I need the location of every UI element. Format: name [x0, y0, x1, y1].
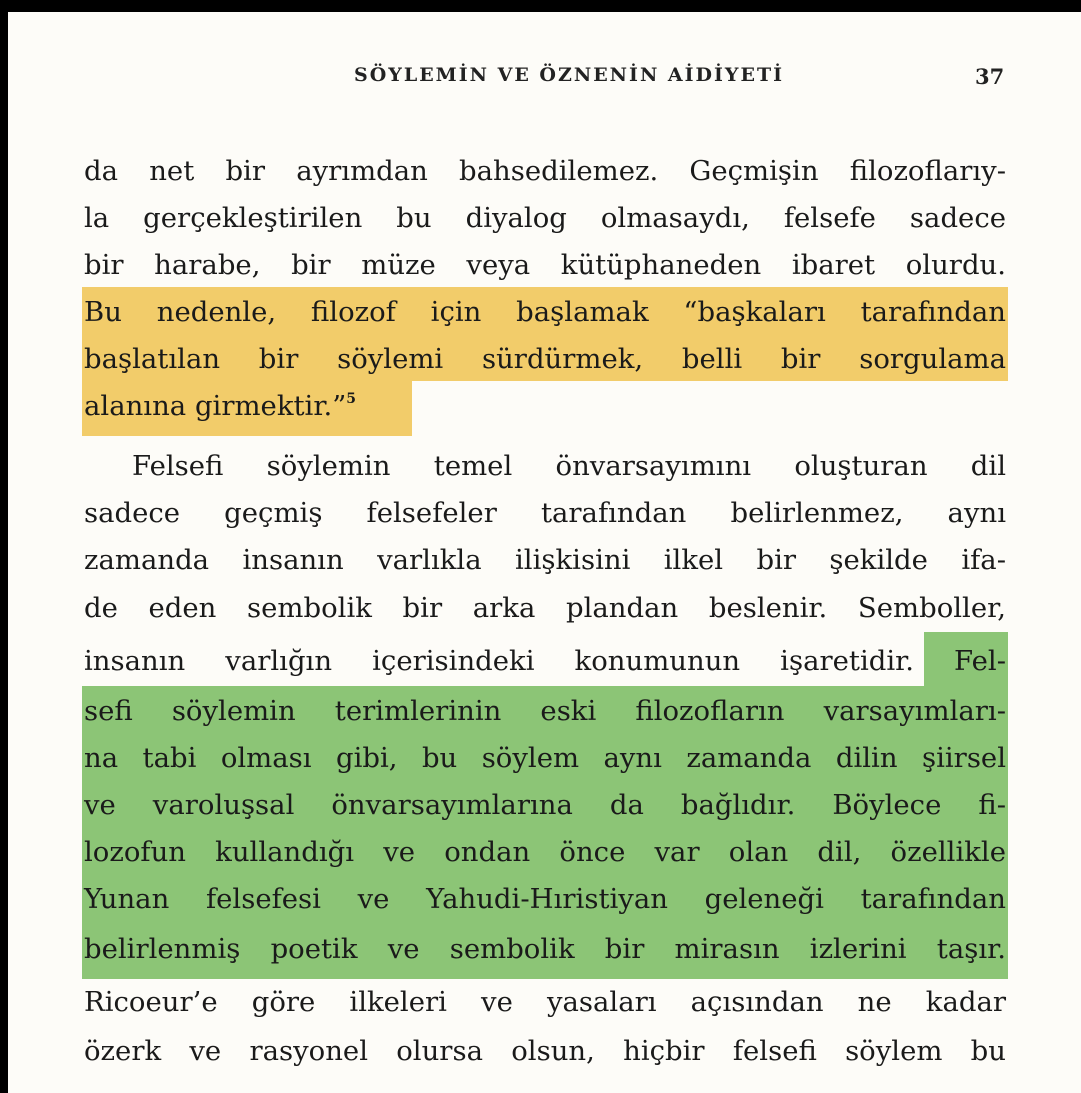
- text-line: özerk ve rasyonel olursa olsun, hiçbir felsefi söylem bu: [84, 1035, 1006, 1067]
- text-line: lozofun kullandığı ve ondan önce var olan dil, özellikle: [84, 836, 1006, 868]
- running-title: SÖYLEMİN VE ÖZNENİN AİDİYETİ: [354, 64, 784, 86]
- paragraph-first-line: Felsefi söylemin temel önvarsayımını oluşturan dil: [132, 450, 1006, 482]
- text-line: ve varoluşsal önvarsayımlarına da bağlıdır. Böylece fi-: [84, 789, 1006, 821]
- text-line: sefi söylemin terimlerinin eski filozofların varsayımları-: [84, 695, 1006, 727]
- text-line: la gerçekleştirilen bu diyalog olmasaydı, felsefe sadece: [84, 202, 1006, 234]
- footnote-reference: 5: [346, 391, 357, 407]
- page-number: 37: [975, 64, 1005, 89]
- text-line: zamanda insanın varlıkla ilişkisini ilkel bir şekilde ifa-: [84, 544, 1006, 576]
- text-line-content: alanına girmektir.”: [84, 390, 347, 422]
- text-line: Bu nedenle, filozof için başlamak “başkaları tarafından: [84, 296, 1006, 328]
- text-line: başlatılan bir söylemi sürdürmek, belli bir sorgulama: [84, 343, 1006, 375]
- text-line: insanın varlığın içerisindeki konumunun işaretidir. Fel-: [84, 645, 1006, 677]
- book-page: [8, 12, 1081, 1093]
- text-line: na tabi olması gibi, bu söylem aynı zamanda dilin şiirsel: [84, 742, 1006, 774]
- text-line: bir harabe, bir müze veya kütüphaneden ibaret olurdu.: [84, 249, 1006, 281]
- text-line: Ricoeur’e göre ilkeleri ve yasaları açısından ne kadar: [84, 986, 1006, 1018]
- text-line: sadece geçmiş felsefeler tarafından belirlenmez, aynı: [84, 497, 1006, 529]
- text-line: da net bir ayrımdan bahsedilemez. Geçmişin filozoflarıy-: [84, 155, 1006, 187]
- text-line: Yunan felsefesi ve Yahudi-Hıristiyan geleneği tarafından: [84, 883, 1006, 915]
- text-line: de eden sembolik bir arka plandan beslenir. Semboller,: [84, 592, 1006, 624]
- text-line-with-footnote: [84, 383, 1006, 429]
- text-line: belirlenmiş poetik ve sembolik bir mirasın izlerini taşır.: [84, 933, 1006, 965]
